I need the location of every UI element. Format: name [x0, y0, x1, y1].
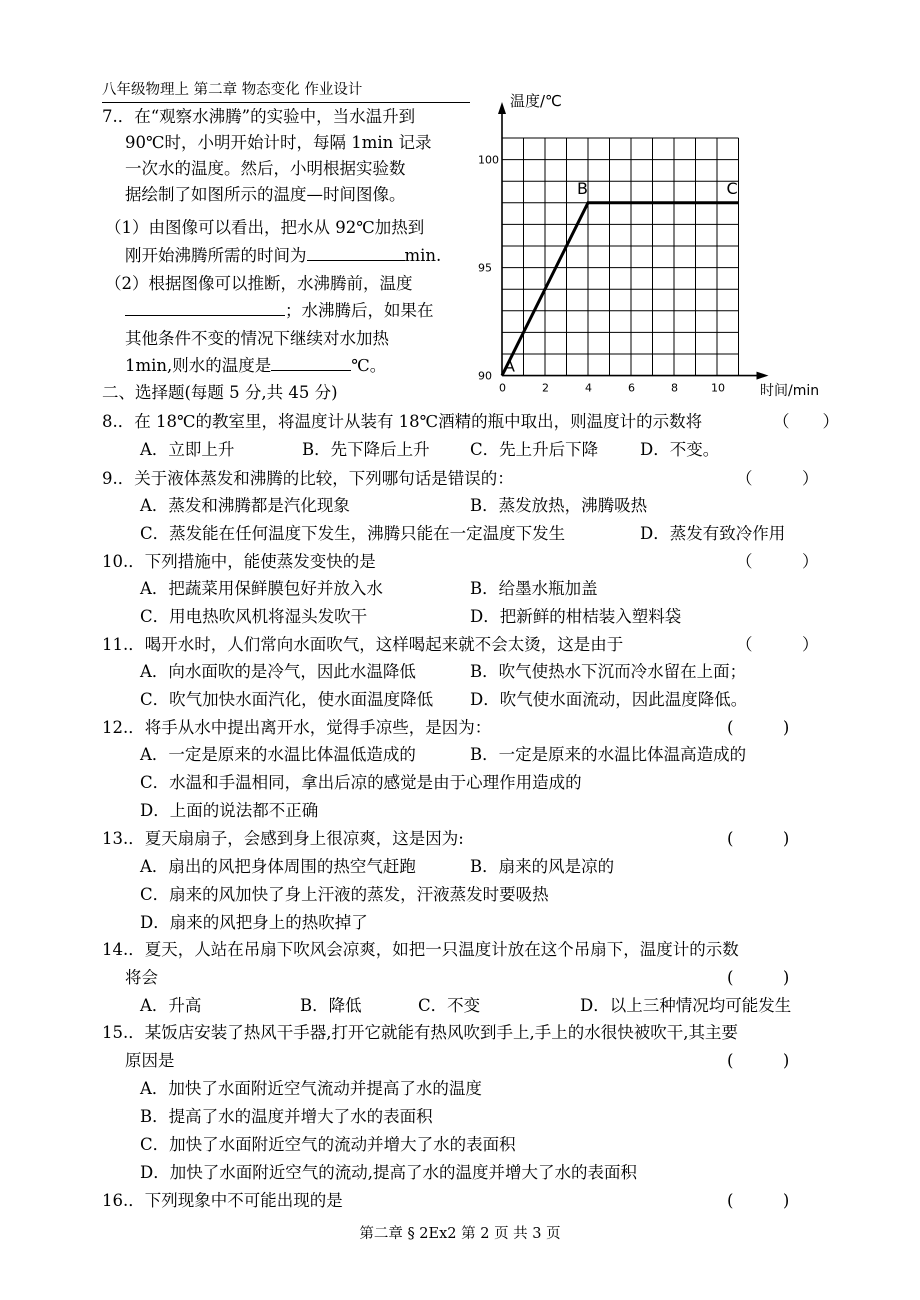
question-stem: 原因是	[125, 1051, 175, 1070]
answer-option[interactable]: A．一定是原来的水温比体温低造成的	[140, 745, 416, 764]
x-tick-label: 8	[671, 381, 678, 395]
question-stem: 13.．夏天扇扇子，会感到身上很凉爽，这是因为:	[102, 829, 464, 848]
question-stem: 16.．下列现象中不可能出现的是	[102, 1191, 343, 1210]
answer-option[interactable]: A．把蔬菜用保鲜膜包好并放入水	[140, 579, 383, 598]
question-stem: 14.．夏天，人站在吊扇下吹风会凉爽，如把一只温度计放在这个吊扇下，温度计的示数	[102, 940, 739, 959]
q7-part2-text: ；水沸腾后，如果在	[285, 301, 434, 320]
answer-option[interactable]: A．升高	[140, 996, 202, 1015]
answer-option[interactable]: A．加快了水面附近空气流动并提高了水的温度	[140, 1079, 482, 1098]
y-axis-label: 温度/℃	[510, 92, 562, 110]
x-axis-arrow	[757, 372, 769, 380]
answer-blank-3[interactable]	[271, 356, 351, 371]
answer-option[interactable]: D．吹气使水面流动，因此温度降低。	[470, 690, 748, 709]
page-header: 八年级物理上 第二章 物态变化 作业设计	[102, 78, 470, 103]
chart-grid	[502, 138, 739, 376]
q7-part2-line-3: 其他条件不变的情况下继续对水加热	[125, 329, 389, 348]
answer-parentheses[interactable]: ( )	[727, 718, 790, 737]
answer-option[interactable]: C．用电热吹风机将湿头发吹干	[140, 607, 368, 626]
temperature-time-chart	[470, 88, 830, 408]
answer-blank-1[interactable]	[307, 246, 405, 261]
x-axis-label: 时间/min	[760, 383, 820, 399]
answer-option[interactable]: C．不变	[418, 996, 481, 1015]
x-tick-label: 10	[711, 381, 725, 395]
answer-option[interactable]: A．立即上升	[140, 440, 235, 459]
q7-part2-text-2: 1min,则水的温度是	[125, 356, 272, 375]
q7-part1-text: 刚开始沸腾所需的时间为	[125, 246, 307, 265]
answer-option[interactable]: B．提高了水的温度并增大了水的表面积	[140, 1107, 433, 1126]
x-tick-label: 4	[585, 381, 592, 395]
answer-option[interactable]: D．扇来的风把身上的热吹掉了	[140, 913, 368, 932]
q7-part2-line-2	[125, 301, 434, 321]
answer-option[interactable]: C．加快了水面附近空气的流动并增大了水的表面积	[140, 1135, 516, 1154]
answer-option[interactable]: D．蒸发有致冷作用	[640, 524, 786, 543]
question-stem: 11.．喝开水时，人们常向水面吹气，这样喝起来就不会太烫，这是由于	[102, 635, 624, 654]
answer-parentheses[interactable]: ( )	[727, 1191, 790, 1210]
answer-option[interactable]: B．吹气使热水下沉而冷水留在上面；	[470, 662, 747, 681]
q7-line-3: 一次水的温度。然后，小明根据实验数	[125, 159, 406, 178]
answer-option[interactable]: D．加快了水面附近空气的流动,提高了水的温度并增大了水的表面积	[140, 1163, 637, 1182]
y-axis-arrow	[498, 102, 506, 114]
answer-option[interactable]: D．以上三种情况均可能发生	[580, 996, 792, 1015]
question-stem: 将会	[125, 968, 158, 987]
x-tick-label: 6	[628, 381, 635, 395]
y-tick-label: 90	[478, 369, 492, 383]
question-stem: 10.．下列措施中，能使蒸发变快的是	[102, 552, 376, 571]
q7-line-1: 7.．在“观察水沸腾”的实验中，当水温升到	[102, 107, 416, 126]
x-tick-label: 2	[542, 381, 549, 395]
answer-option[interactable]: B．扇来的风是凉的	[470, 857, 615, 876]
q7-part1-line-2	[125, 246, 441, 266]
answer-parentheses[interactable]: （ ）	[736, 552, 819, 571]
answer-option[interactable]: D．把新鲜的柑桔装入塑料袋	[470, 607, 682, 626]
q7-part1-unit: min.	[404, 246, 442, 265]
answer-option[interactable]: B．一定是原来的水温比体温高造成的	[470, 745, 747, 764]
q7-line-4: 据绘制了如图所示的温度—时间图像。	[125, 185, 406, 204]
q7-line-2: 90℃时，小明开始计时，每隔 1min 记录	[125, 133, 432, 152]
answer-option[interactable]: A．扇出的风把身体周围的热空气赶跑	[140, 857, 416, 876]
answer-parentheses[interactable]: ( )	[727, 829, 790, 848]
answer-option[interactable]: D．上面的说法都不正确	[140, 801, 319, 820]
y-tick-label: 100	[478, 153, 499, 167]
question-stem: 9.．关于液体蒸发和沸腾的比较，下列哪句话是错误的：	[102, 469, 514, 488]
point-label: B	[577, 178, 588, 198]
q7-part2-unit: ℃。	[351, 356, 387, 375]
question-stem: 15.．某饭店安装了热风干手器,打开它就能有热风吹到手上,手上的水很快被吹干,其主要	[102, 1023, 738, 1042]
point-label: C	[726, 178, 738, 198]
chart-point-labels	[504, 179, 738, 376]
answer-option[interactable]: C．吹气加快水面汽化，使水面温度降低	[140, 690, 434, 709]
chart-ticks	[478, 154, 725, 395]
answer-parentheses[interactable]: （ ）	[773, 412, 839, 431]
section-title: 二、选择题(每题 5 分,共 45 分)	[102, 383, 338, 402]
answer-parentheses[interactable]: （ ）	[736, 469, 819, 488]
y-tick-label: 95	[478, 261, 492, 275]
answer-option[interactable]: C．扇来的风加快了身上汗液的蒸发，汗液蒸发时要吸热	[140, 885, 549, 904]
question-stem: 8.．在 18℃的教室里，将温度计从装有 18℃酒精的瓶中取出，则温度计的示数将	[102, 412, 703, 431]
answer-option[interactable]: A．向水面吹的是冷气，因此水温降低	[140, 662, 416, 681]
answer-parentheses[interactable]: ( )	[727, 968, 790, 987]
answer-parentheses[interactable]: ( )	[727, 1051, 790, 1070]
answer-parentheses[interactable]: （ ）	[736, 635, 819, 654]
answer-option[interactable]: C．先上升后下降	[470, 440, 599, 459]
answer-option[interactable]: A．蒸发和沸腾都是汽化现象	[140, 496, 350, 515]
chart-axes	[498, 102, 769, 380]
x-tick-label: 0	[499, 381, 506, 395]
q7-part2-line-1: （2）根据图像可以推断，水沸腾前，温度	[105, 274, 413, 293]
q7-part2-line-4	[125, 356, 386, 376]
answer-option[interactable]: C．蒸发能在任何温度下发生，沸腾只能在一定温度下发生	[140, 524, 566, 543]
answer-option[interactable]: B．降低	[300, 996, 362, 1015]
page-footer: 第二章 § 2Ex2 第 2 页 共 3 页	[359, 1226, 561, 1242]
answer-option[interactable]: D．不变。	[640, 440, 720, 459]
answer-option[interactable]: C．水温和手温相同，拿出后凉的感觉是由于心理作用造成的	[140, 773, 582, 792]
answer-option[interactable]: B．蒸发放热，沸腾吸热	[470, 496, 648, 515]
answer-option[interactable]: B．给墨水瓶加盖	[470, 579, 598, 598]
point-label: A	[504, 356, 515, 376]
q7-part1-line-1: （1）由图像可以看出，把水从 92℃加热到	[105, 218, 425, 237]
question-stem: 12.．将手从水中提出离开水，觉得手凉些，是因为：	[102, 718, 492, 737]
answer-blank-2[interactable]	[125, 301, 285, 316]
answer-option[interactable]: B．先下降后上升	[302, 440, 430, 459]
